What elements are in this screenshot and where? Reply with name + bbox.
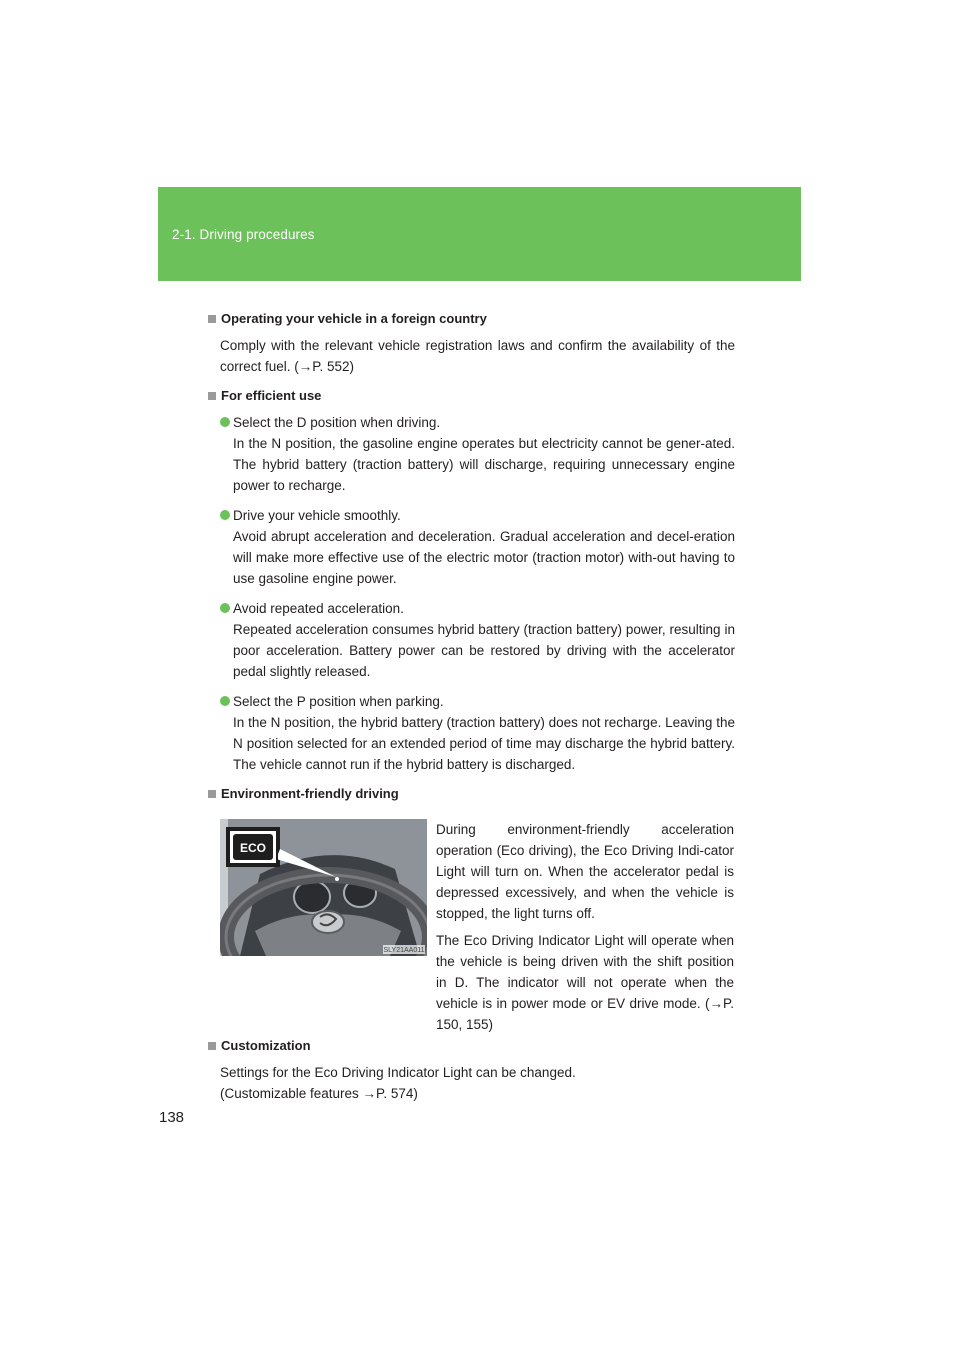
list-item: Select the P position when parking. In the N position, the hybrid battery (traction battery) does not recharge. Leaving the N position selected for an extended period of time may discharge the hybrid battery. The vehicle cannot run if the hybrid battery is discharged. xyxy=(220,691,735,775)
heading-customization: Customization xyxy=(208,1036,735,1056)
heading-square-icon xyxy=(208,392,216,400)
foreign-country-text: Comply with the relevant vehicle registration laws and confirm the availability of the correct fuel. (→P. 552) xyxy=(220,338,735,374)
heading-foreign-country: Operating your vehicle in a foreign country xyxy=(208,309,735,329)
eco-paragraph-1: During environment-friendly acceleration operation (Eco driving), the Eco Driving Indi-cator Light will turn on. When the accelerator pedal is depressed excessively, and when the vehicle is stopped, the light turns off. xyxy=(436,822,734,921)
bullet-dot-icon xyxy=(220,696,230,706)
list-item: Select the D position when driving. In the N position, the gasoline engine operates but electricity cannot be gener-ated. The hybrid battery (traction battery) will discharge, requiring unnecessary engine power to recharge. xyxy=(220,412,735,496)
eco-paragraph-2: The Eco Driving Indicator Light will operate when the vehicle is being driven with the shift position in D. The indicator will not operate when the vehicle is in power mode or EV drive mode. (→P. 150, 155) xyxy=(436,933,734,1032)
heading-square-icon xyxy=(208,790,216,798)
heading-efficient-use: For efficient use xyxy=(208,386,735,406)
image-code-label: SLY21AA011 xyxy=(383,947,425,954)
section-title: 2-1. Driving procedures xyxy=(172,227,315,242)
heading-square-icon xyxy=(208,315,216,323)
steering-wheel-illustration xyxy=(220,819,427,956)
bullet-dot-icon xyxy=(220,603,230,613)
list-item: Avoid repeated acceleration. Repeated acceleration consumes hybrid battery (traction battery) power, resulting in poor acceleration. Battery power can be restored by driving with the accelerator pedal slightly released. xyxy=(220,598,735,682)
eco-section xyxy=(220,804,735,1036)
eco-description xyxy=(436,819,734,1035)
customization-line-1: Settings for the Eco Driving Indicator Light can be changed. xyxy=(220,1065,576,1080)
page-number: 138 xyxy=(159,1109,185,1126)
bullet-dot-icon xyxy=(220,510,230,520)
section-header-bar xyxy=(158,187,801,281)
customization-line-2: (Customizable features →P. 574) xyxy=(220,1086,418,1101)
dashboard-photo xyxy=(220,819,427,956)
list-item: Drive your vehicle smoothly. Avoid abrupt acceleration and deceleration. Gradual acceleration and decel-eration will make more effective use of the electric motor (traction motor) with-out having to use gasoline engine power. xyxy=(220,505,735,589)
eco-callout-label: ECO xyxy=(239,841,267,855)
bullet-dot-icon xyxy=(220,417,230,427)
heading-square-icon xyxy=(208,1042,216,1050)
heading-environment-friendly: Environment-friendly driving xyxy=(208,784,735,804)
page-content xyxy=(208,309,735,1104)
